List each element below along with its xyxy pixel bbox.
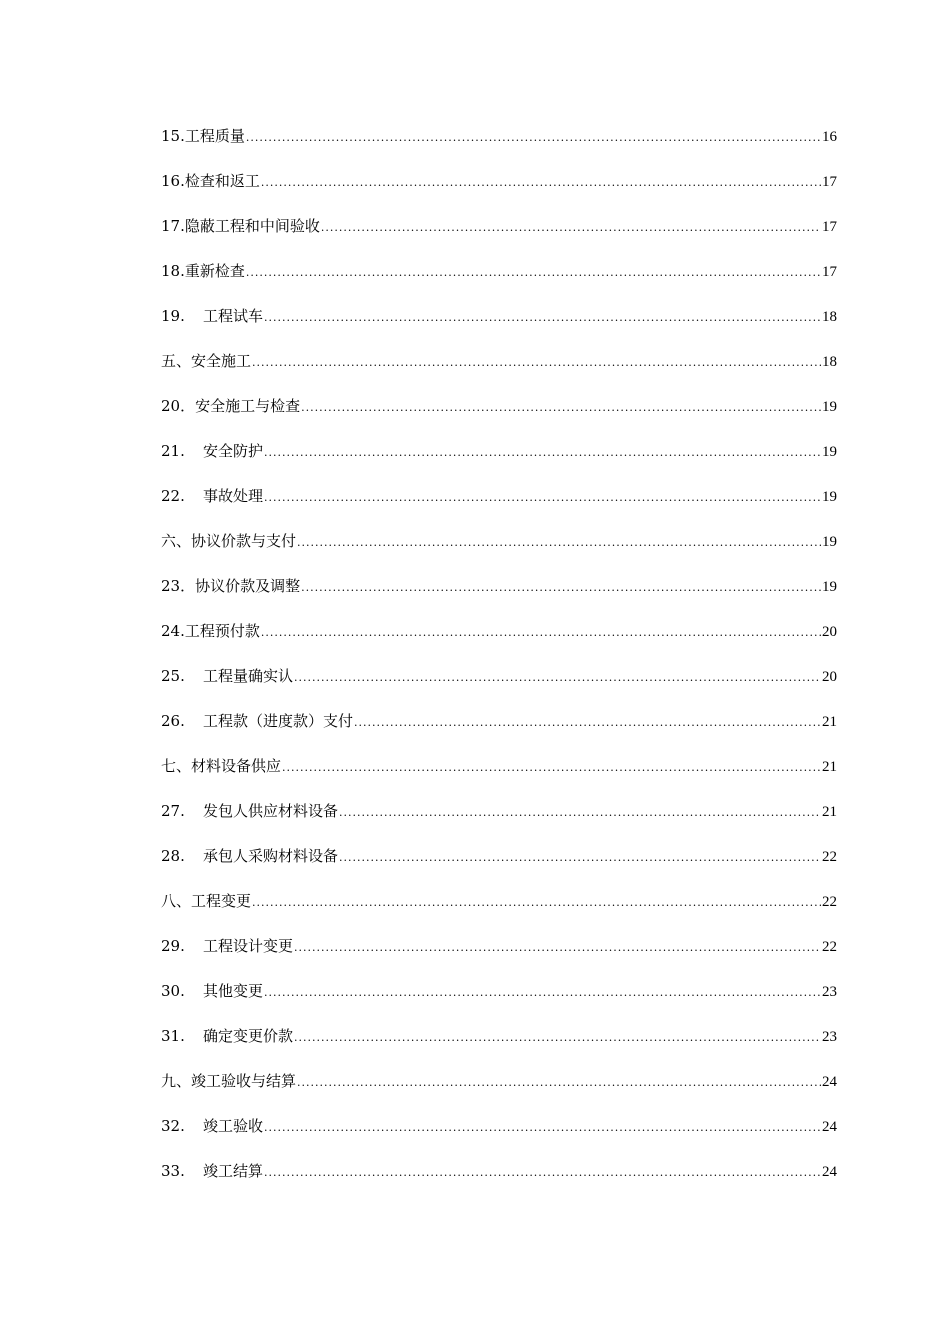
toc-entry[interactable] [161,1069,837,1114]
toc-entry-page-number: 22 [822,939,837,955]
toc-entry-title: 竣工验收与结算 [191,1072,297,1090]
toc-entry-title: 工程试车 [203,307,264,325]
dot-leader [321,216,821,240]
toc-entry[interactable] [161,1024,837,1069]
toc-entry-page-number: 19 [822,534,837,550]
dot-leader [339,846,821,870]
toc-entry[interactable] [161,844,837,889]
toc-entry-page-number: 17 [822,264,837,280]
toc-entry-number: 21. [161,442,185,460]
toc-entry-number: 29. [161,937,185,955]
toc-entry-title: 安全施工 [191,352,252,370]
dot-leader [261,621,821,645]
dot-leader [339,801,821,825]
toc-entry-page-number: 21 [822,714,837,730]
toc-entry-page-number: 19 [822,444,837,460]
toc-entry-page-number: 22 [822,894,837,910]
dot-leader [294,1026,821,1050]
toc-entry-number: 18. [161,262,185,280]
toc-entry-page-number: 16 [822,129,837,145]
toc-entry-number: 33. [161,1162,185,1180]
toc-entry-number: 30. [161,982,185,1000]
toc-entry-number: 17. [161,217,185,235]
toc-entry-page-number: 19 [822,489,837,505]
toc-entry-title: 事故处理 [203,487,264,505]
toc-entry-number: 28. [161,847,185,865]
toc-entry-number: 24. [161,622,185,640]
toc-entry[interactable] [161,799,837,844]
toc-entry-page-number: 22 [822,849,837,865]
toc-entry-page-number: 24 [822,1119,837,1135]
dot-leader [264,441,821,465]
toc-entry-title: 竣工验收 [203,1117,264,1135]
toc-entry-number: 23． [161,577,196,595]
toc-entry[interactable] [161,709,837,754]
toc-entry-number: 七、 [161,757,192,775]
toc-entry-title: 工程设计变更 [203,937,294,955]
dot-leader [264,1161,821,1185]
toc-entry[interactable] [161,979,837,1024]
toc-entry-title: 承包人采购材料设备 [203,847,339,865]
toc-entry-title: 工程款（进度款）支付 [203,712,354,730]
toc-entry-title: 发包人供应材料设备 [203,802,339,820]
toc-entry-page-number: 18 [822,309,837,325]
toc-entry[interactable] [161,619,837,664]
toc-entry-number: 26. [161,712,185,730]
dot-leader [264,981,821,1005]
toc-entry-page-number: 24 [822,1164,837,1180]
dot-leader [252,351,821,375]
toc-entry-title: 确定变更价款 [203,1027,294,1045]
toc-entry-title: 工程量确实认 [203,667,294,685]
toc-entry-page-number: 21 [822,759,837,775]
toc-entry-page-number: 17 [822,219,837,235]
toc-entry[interactable] [161,169,837,214]
toc-entry-title: 竣工结算 [203,1162,264,1180]
dot-leader [252,891,821,915]
toc-entry-number: 25. [161,667,185,685]
table-of-contents [161,124,837,1204]
toc-entry-number: 32. [161,1117,185,1135]
toc-entry-title: 材料设备供应 [191,757,282,775]
toc-entry-page-number: 20 [822,624,837,640]
toc-entry-number: 16. [161,172,185,190]
toc-entry[interactable] [161,574,837,619]
toc-entry[interactable] [161,754,837,799]
toc-entry-page-number: 23 [822,984,837,1000]
toc-entry[interactable] [161,214,837,259]
toc-entry-number: 九、 [161,1072,192,1090]
dot-leader [261,171,821,195]
toc-entry[interactable] [161,304,837,349]
toc-entry[interactable] [161,439,837,484]
toc-entry-title: 安全防护 [203,442,264,460]
toc-entry-title: 工程质量 [184,127,245,145]
dot-leader [294,936,821,960]
toc-entry-page-number: 23 [822,1029,837,1045]
toc-entry[interactable] [161,124,837,169]
toc-entry[interactable] [161,1159,837,1204]
toc-entry-page-number: 24 [822,1074,837,1090]
toc-entry-number: 八、 [161,892,192,910]
toc-entry-page-number: 21 [822,804,837,820]
toc-entry-title: 隐蔽工程和中间验收 [184,217,320,235]
dot-leader [282,756,821,780]
toc-entry-title: 安全施工与检查 [195,397,301,415]
toc-entry[interactable] [161,934,837,979]
toc-entry-page-number: 19 [822,399,837,415]
dot-leader [264,306,821,330]
toc-entry-title: 重新检查 [184,262,245,280]
dot-leader [297,1071,821,1095]
toc-entry[interactable] [161,484,837,529]
toc-entry[interactable] [161,529,837,574]
dot-leader [294,666,821,690]
toc-entry-title: 协议价款与支付 [191,532,297,550]
toc-entry-title: 其他变更 [203,982,264,1000]
toc-entry-number: 31. [161,1027,185,1045]
toc-entry-number: 27. [161,802,185,820]
toc-entry-number: 五、 [161,352,192,370]
dot-leader [246,261,821,285]
toc-entry-number: 六、 [161,532,192,550]
dot-leader [264,486,821,510]
toc-entry-title: 协议价款及调整 [195,577,301,595]
dot-leader [246,126,821,150]
dot-leader [264,1116,821,1140]
toc-entry-page-number: 17 [822,174,837,190]
toc-entry-page-number: 18 [822,354,837,370]
toc-entry-number: 22. [161,487,185,505]
dot-leader [354,711,821,735]
toc-entry-title: 工程变更 [191,892,252,910]
toc-entry-title: 工程预付款 [184,622,260,640]
toc-entry-number: 15. [161,127,185,145]
dot-leader [301,396,821,420]
toc-entry-page-number: 20 [822,669,837,685]
dot-leader [297,531,821,555]
toc-entry[interactable] [161,349,837,394]
toc-entry-number: 19. [161,307,185,325]
toc-entry[interactable] [161,259,837,304]
dot-leader [301,576,821,600]
toc-entry[interactable] [161,889,837,934]
toc-entry-page-number: 19 [822,579,837,595]
toc-entry[interactable] [161,394,837,439]
toc-entry[interactable] [161,664,837,709]
toc-entry-number: 20． [161,397,196,415]
toc-entry-title: 检查和返工 [184,172,260,190]
toc-entry[interactable] [161,1114,837,1159]
